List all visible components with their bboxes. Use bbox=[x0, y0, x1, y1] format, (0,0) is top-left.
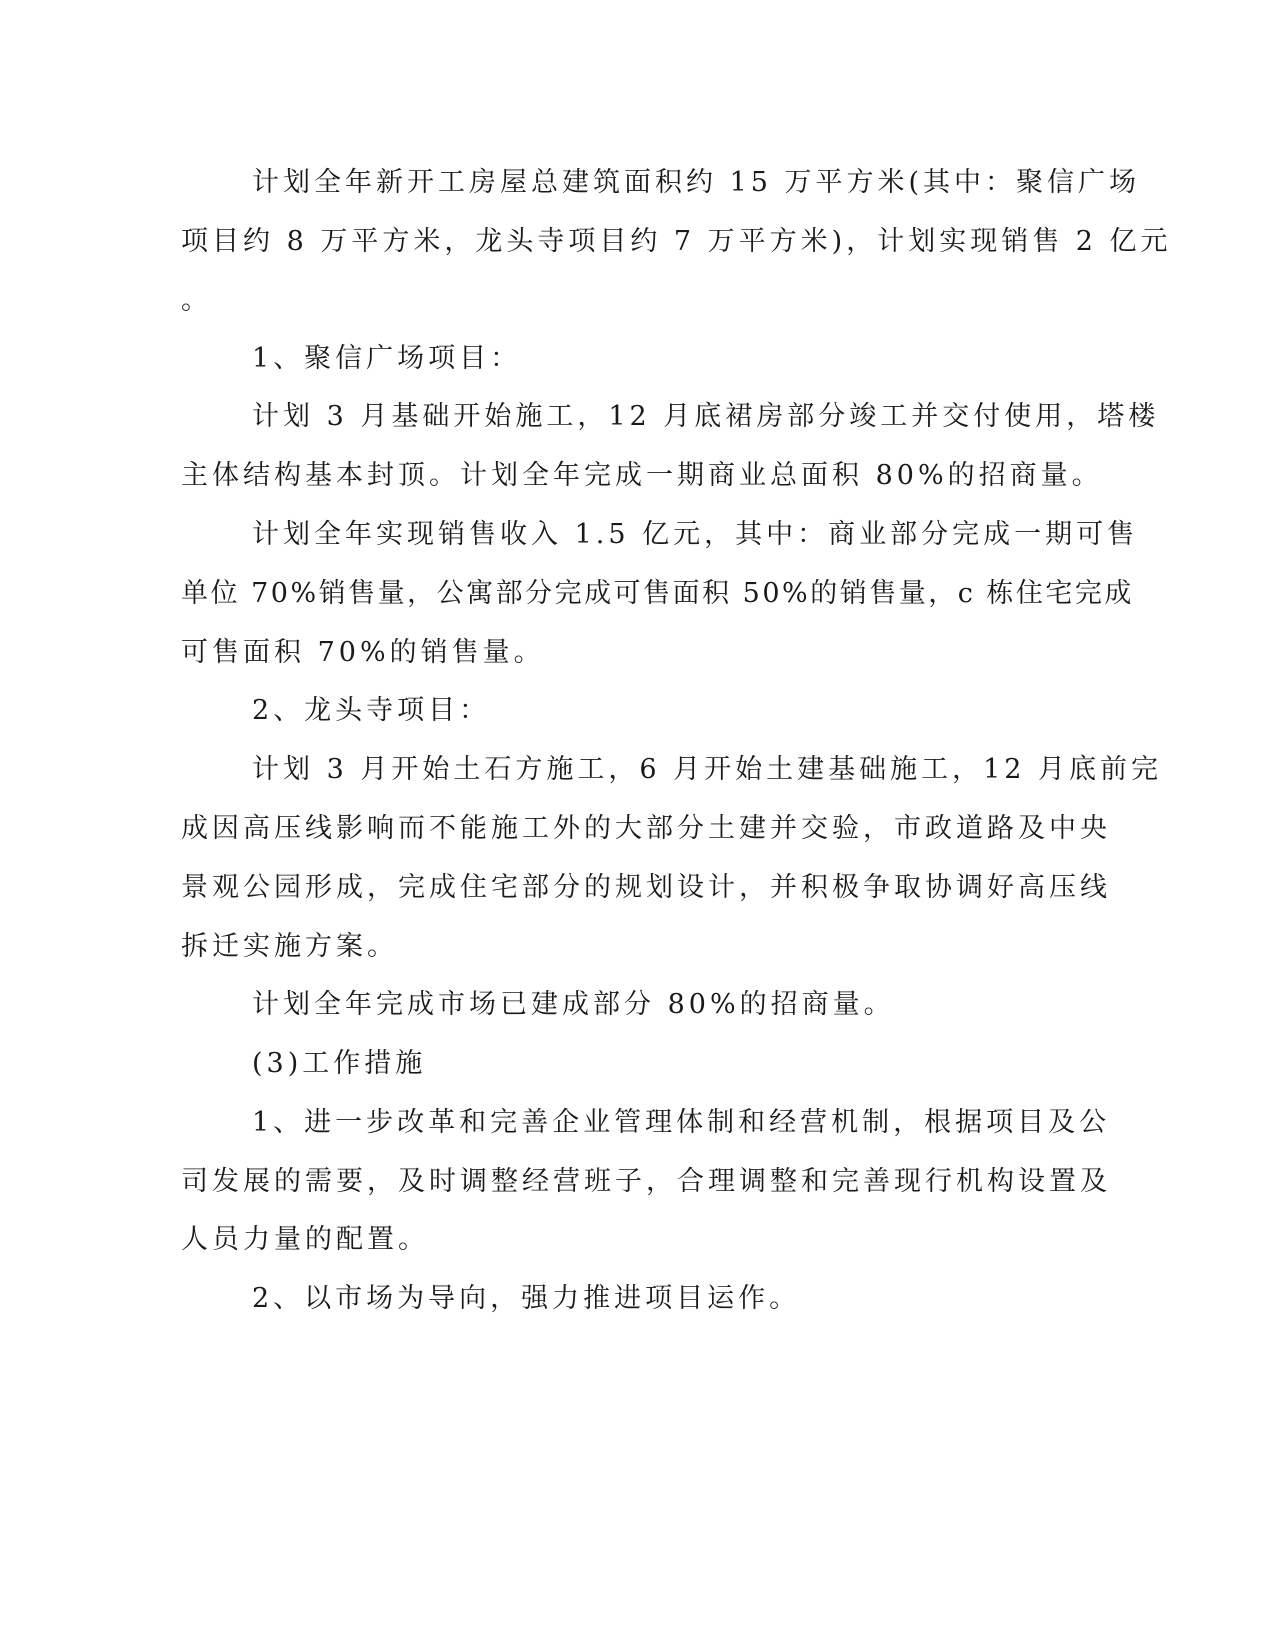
section-heading: (3)工作措施 bbox=[252, 1048, 427, 1079]
text-line: 成因高压线影响而不能施工外的大部分土建并交验，市政道路及中央 bbox=[181, 813, 1111, 844]
text-line: 1、进一步改革和完善企业管理体制和经营机制，根据项目及公 bbox=[252, 1107, 1111, 1138]
text-line: 可售面积 70%的销售量。 bbox=[181, 637, 545, 668]
text-line: 计划全年完成市场已建成部分 80%的招商量。 bbox=[252, 989, 895, 1020]
text-line: 景观公园形成，完成住宅部分的规划设计，并积极争取协调好高压线 bbox=[181, 872, 1111, 903]
text-line: 2、以市场为导向，强力推进项目运作。 bbox=[252, 1283, 801, 1314]
text-line: 计划 3 月开始土石方施工，6 月开始土建基础施工，12 月底前完 bbox=[252, 754, 1163, 785]
text-line: 。 bbox=[181, 285, 212, 316]
text-line: 计划全年实现销售收入 1.5 亿元，其中：商业部分完成一期可售 bbox=[252, 519, 1139, 550]
section-heading: 1、聚信广场项目： bbox=[252, 343, 522, 374]
text-line: 计划 3 月基础开始施工，12 月底裙房部分竣工并交付使用，塔楼 bbox=[252, 401, 1160, 432]
text-line: 单位 70%销售量，公寓部分完成可售面积 50%的销售量，c 栋住宅完成 bbox=[181, 578, 1134, 609]
section-heading: 2、龙头寺项目： bbox=[252, 695, 491, 726]
text-line: 主体结构基本封顶。计划全年完成一期商业总面积 80%的招商量。 bbox=[181, 460, 1103, 491]
text-line: 人员力量的配置。 bbox=[181, 1224, 429, 1255]
text-line: 拆迁实施方案。 bbox=[181, 931, 398, 962]
text-line: 计划全年新开工房屋总建筑面积约 15 万平方米(其中：聚信广场 bbox=[252, 167, 1141, 198]
text-line: 项目约 8 万平方米，龙头寺项目约 7 万平方米)，计划实现销售 2 亿元 bbox=[181, 226, 1172, 257]
text-line: 司发展的需要，及时调整经营班子，合理调整和完善现行机构设置及 bbox=[181, 1166, 1111, 1197]
